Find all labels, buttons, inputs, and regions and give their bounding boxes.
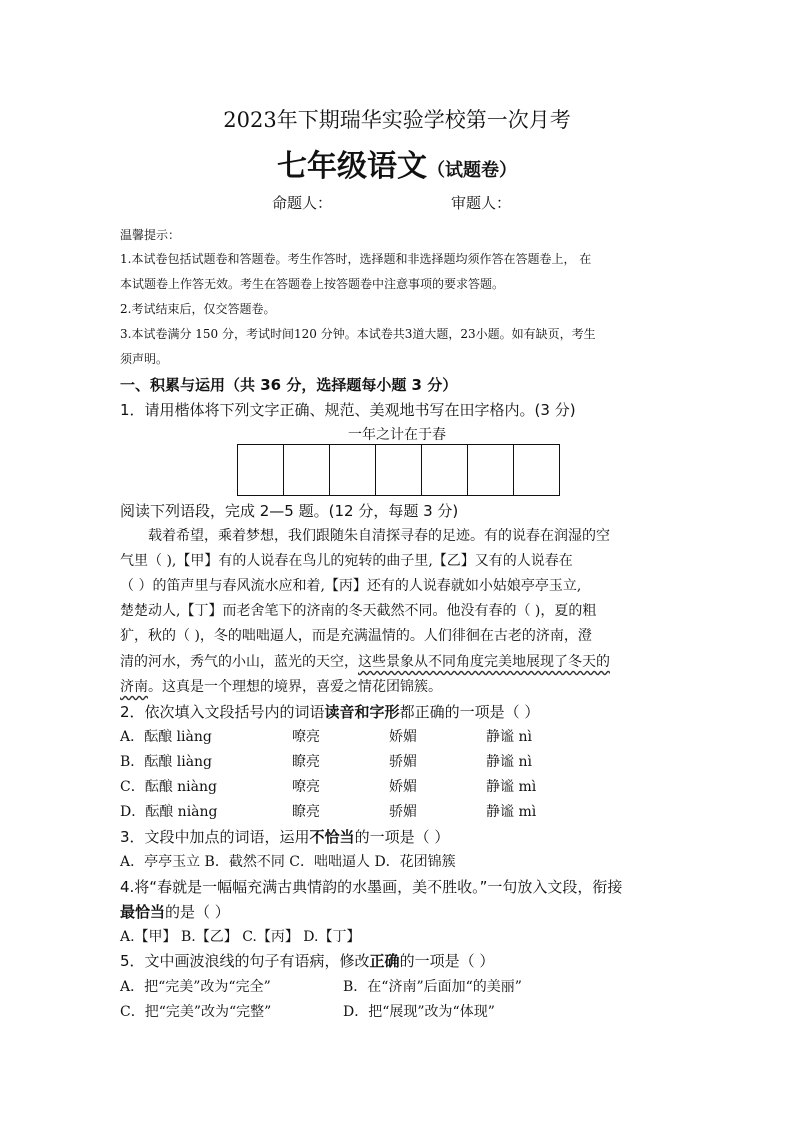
passage-text: 。这真是一个理想的境界，喜爱之情花团锦簇。 [148,679,442,695]
question-stem: 的是（ ） [165,903,230,921]
question-stem: 3．文段中加点的词语，运用 [120,828,310,846]
q2-option-word: 骄媚 [389,804,417,820]
reviewer-label: 审题人： [451,194,512,212]
passage-line: 犷，秋的（ )，冬的咄咄逼人，而是充满温情的。人们徘徊在古老的济南，澄 [120,628,592,644]
q2-option-c: C．酝酿 niàng [120,779,217,795]
q2-option-word: 瞭亮 [292,804,320,820]
paper-type: （试题卷） [427,160,517,181]
question-2 [120,701,539,722]
q1-copy-text: 一年之计在于春 [348,427,446,443]
q2-option-b: B．酝酿 liàng [120,754,213,770]
q2-option-word: 静谧 nì [486,754,532,770]
grid-cell[interactable] [422,445,468,495]
wavy-underlined-sentence: 这些景象从不同角度完美地展现了冬天的 [358,654,610,670]
setter-label: 命题人： [272,194,333,212]
grid-cell[interactable] [468,445,514,495]
passage-line [120,651,610,671]
passage-line: 气里（ ),【甲】有的人说春在鸟儿的宛转的曲子里,【乙】又有的人说春在 [120,553,573,569]
question-stem: 的一项是（ ） [399,952,495,970]
notice-line: 2.考试结束后，仅交答题卷。 [120,302,276,316]
passage-line: （ ）的笛声里与春风流水应和着,【丙】还有的人说春就如小姑娘亭亭玉立, [120,578,582,594]
wavy-underlined-sentence: 济南 [120,679,148,695]
q5-option-a: A．把“完美”改为“完全” [120,979,271,995]
question-4-line2 [120,901,230,922]
passage-line: 载着希望，乘着梦想，我们跟随朱自清探寻春的足迹。有的说春在润湿的空 [148,528,610,544]
notice-heading: 温馨提示： [120,228,181,242]
grid-cell[interactable] [284,445,330,495]
q2-option-word: 嘹亮 [292,729,320,745]
passage-line: 楚楚动人,【丁】而老舍笔下的济南的冬天截然不同。他没有春的（ )，夏的粗 [120,603,597,619]
grid-cell[interactable] [376,445,422,495]
question-emphasis: 读音和字形 [324,703,400,721]
q2-option-word: 静谧 mì [486,779,537,795]
question-stem: 2．依次填入文段括号内的词语 [120,703,325,721]
notice-line: 须声明。 [120,352,169,366]
question-stem: 5．文中画波浪线的句子有语病，修改 [120,952,370,970]
q5-option-d: D．把“展现”改为“体现” [343,1004,495,1020]
grid-cell[interactable] [238,445,284,495]
question-3 [120,826,449,847]
q2-option-word: 静谧 mì [486,804,537,820]
question-stem: 的一项是（ ） [354,828,450,846]
passage-intro: 阅读下列语段，完成 2—5 题。(12 分，每题 3 分) [120,502,459,520]
q2-option-word: 瞭亮 [292,754,320,770]
notice-line: 3.本试卷满分 150 分，考试时间120 分钟。本试卷共3道大题，23小题。如有缺页，考生 [120,327,596,341]
passage-text: 清的河水，秀气的小山，蓝光的天空， [120,654,358,670]
q2-option-word: 静谧 nì [486,729,532,745]
question-4: 4.将“春就是一幅幅充满古典情韵的水墨画，美不胜收。”一句放入文段，衔接 [120,878,623,896]
q4-options: A.【甲】 B.【乙】 C.【丙】 D.【丁】 [120,929,361,945]
q5-option-b: B．在“济南”后面加“的美丽” [343,979,522,995]
grid-cell[interactable] [330,445,376,495]
q2-option-d: D．酝酿 niàng [120,804,218,820]
q3-options: A．亭亭玉立 B．截然不同 C．咄咄逼人 D．花团锦簇 [120,854,456,870]
subject-title [0,141,794,185]
notice-line: 1.本试卷包括试题卷和答题卷。考生作答时，选择题和非选择题均须作答在答题卷上， 在 [120,252,592,266]
notice-line: 本试题卷上作答无效。考生在答题卷上按答题卷中注意事项的要求答题。 [120,277,505,291]
subject-name: 七年级语文 [277,149,427,184]
q2-option-word: 娇媚 [389,779,417,795]
q2-option-word: 骄媚 [389,754,417,770]
q2-option-word: 嘹亮 [292,779,320,795]
question-emphasis: 不恰当 [309,828,355,846]
q2-option-word: 娇媚 [389,729,417,745]
exam-title: 2023年下期瑞华实验学校第一次月考 [223,108,571,132]
section-heading: 一、积累与运用（共 36 分，选择题每小题 3 分） [120,376,458,394]
tianzige-grid[interactable] [237,444,560,496]
q5-option-c: C．把“完美”改为“完整” [120,1004,272,1020]
question-emphasis: 最恰当 [120,903,166,921]
grid-cell[interactable] [514,445,559,495]
passage-line [120,676,442,696]
question-emphasis: 正确 [369,952,400,970]
question-1: 1．请用楷体将下列文字正确、规范、美观地书写在田字格内。(3 分) [120,401,576,419]
question-5 [120,950,494,971]
q2-option-a: A．酝酿 liàng [120,729,212,745]
question-stem: 都正确的一项是（ ） [399,703,540,721]
